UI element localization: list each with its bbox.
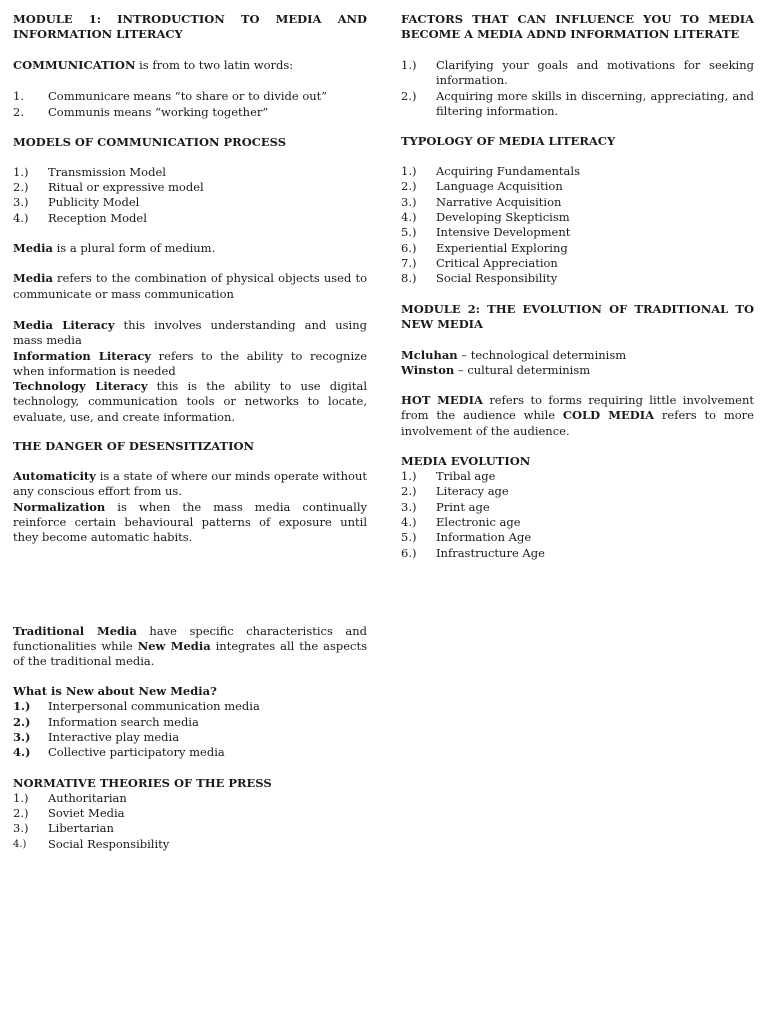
list-item (13, 165, 367, 180)
list-number: 7.) (401, 255, 417, 270)
list-item (13, 180, 367, 195)
list-item (401, 530, 754, 545)
list-number: 4.) (13, 838, 27, 850)
list-item (401, 469, 754, 484)
list-item (401, 210, 754, 225)
mcluhan-term: Mcluhan (401, 347, 458, 362)
winston-text: – cultural determinism (454, 362, 591, 377)
list-text: Critical Appreciation (436, 255, 558, 270)
list-item (401, 164, 754, 179)
list-number: 2.) (13, 805, 29, 820)
list-item (401, 500, 754, 515)
list-text: Clarifying your goals and motivations for seeking information. (436, 58, 754, 88)
list-item (13, 791, 367, 806)
hot-cold-media-paragraph (401, 393, 754, 439)
left-column (13, 12, 367, 852)
new-media-text: integrates all the aspects of the traditional media. (13, 638, 367, 669)
list-item (13, 105, 367, 120)
list-text: Collective participatory media (48, 745, 225, 760)
media-refers-definition (13, 271, 367, 302)
list-item (401, 58, 754, 89)
typology-list (401, 164, 754, 286)
list-number: 1.) (13, 164, 29, 179)
information-literacy-text: refers to the ability to recognize when information is needed (13, 348, 367, 378)
list-number: 2.) (13, 180, 29, 195)
list-number: 3.) (401, 499, 417, 514)
list-number: 3.) (13, 821, 29, 836)
technology-literacy-term: Technology Literacy (13, 379, 148, 394)
list-text: Print age (436, 499, 490, 514)
technology-literacy-text: this is the ability to use digital technology, communication tools or networks to locate, evaluate, use, and create information. (13, 379, 367, 424)
list-number: 1.) (401, 58, 417, 72)
list-number: 8.) (401, 271, 417, 286)
module2-title: MODULE 2: THE EVOLUTION OF TRADITIONAL TO NEW MEDIA (401, 301, 754, 331)
automaticity-term: Automaticity (13, 469, 96, 484)
list-item (401, 179, 754, 194)
traditional-media-term: Traditional Media (13, 623, 137, 638)
list-text: Intensive Development (436, 225, 571, 240)
information-literacy-term: Information Literacy (13, 348, 152, 363)
media-term: Media (13, 241, 53, 256)
list-item (13, 730, 367, 745)
list-text: Reception Model (48, 210, 147, 225)
list-number: 2. (13, 104, 24, 119)
list-item (13, 89, 367, 104)
list-number: 4.) (13, 210, 29, 225)
evolution-heading: MEDIA EVOLUTION (401, 454, 531, 469)
list-item (13, 745, 367, 760)
list-item (401, 484, 754, 499)
list-number: 2.) (401, 179, 417, 194)
list-number: 4.) (401, 210, 417, 225)
list-text: Transmission Model (48, 164, 166, 179)
normative-list (13, 791, 367, 852)
list-number: 3.) (13, 730, 31, 745)
list-text: Narrative Acquisition (436, 194, 562, 209)
list-item (401, 195, 754, 210)
list-number: 1. (13, 89, 24, 104)
list-number: 4.) (401, 514, 417, 529)
list-text: Social Responsibility (48, 836, 170, 851)
list-text: Information Age (436, 530, 532, 545)
list-text: Acquiring more skills in discerning, appreciating, and filtering information. (436, 88, 754, 118)
media-refers-text: refers to the combination of physical objects used to communicate or mass communication (13, 271, 367, 301)
list-item (13, 715, 367, 730)
typology-heading: TYPOLOGY OF MEDIA LITERACY (401, 134, 616, 149)
normative-heading: NORMATIVE THEORIES OF THE PRESS (13, 775, 272, 790)
models-list (13, 165, 367, 226)
communication-term: COMMUNICATION (13, 58, 136, 72)
list-text: Communicare means “to share or to divide out” (48, 89, 328, 104)
list-number: 1.) (401, 469, 417, 484)
list-number: 1.) (13, 790, 29, 805)
mcluhan-text: – technological determinism (457, 347, 627, 362)
list-text: Publicity Model (48, 195, 140, 210)
factors-heading: FACTORS THAT CAN INFLUENCE YOU TO MEDIA BECOME A MEDIA ADND INFORMATION LITERATE (401, 12, 754, 41)
media-literacy-text: this involves understanding and using mass media (13, 317, 367, 348)
cold-media-text: refers to more involvement of the audience. (401, 408, 754, 438)
list-number: 2.) (13, 714, 31, 729)
list-item (401, 225, 754, 240)
new-media-list (13, 699, 367, 760)
list-item (13, 806, 367, 821)
list-item (401, 241, 754, 256)
traditional-media-text: have specific characteristics and functionalities while (13, 623, 367, 653)
list-text: Interpersonal communication media (48, 699, 260, 714)
list-text: Soviet Media (48, 805, 125, 820)
mcluhan-line (401, 348, 754, 363)
right-column (401, 12, 754, 561)
list-text: Literacy age (436, 484, 509, 499)
list-number: 5.) (401, 530, 417, 545)
list-item (401, 256, 754, 271)
list-text: Electronic age (436, 514, 521, 529)
media-plural-definition (13, 241, 367, 256)
list-number: 1.) (13, 699, 31, 714)
list-text: Tribal age (436, 469, 496, 484)
list-number: 2.) (401, 88, 417, 103)
list-text: Developing Skepticism (436, 210, 570, 225)
automaticity-text: is a state of where our minds operate without any conscious effort from us. (13, 469, 367, 499)
media-literacy-term: Media Literacy (13, 317, 115, 332)
evolution-list (401, 469, 754, 561)
cold-media-term: COLD MEDIA (562, 408, 655, 423)
media-term: Media (13, 271, 53, 286)
list-text: Authoritarian (48, 790, 127, 805)
list-item (13, 699, 367, 714)
communication-text: is from to two latin words: (135, 58, 294, 72)
list-number: 3.) (401, 194, 417, 209)
normalization-text: is when the mass media continually reinforce certain behavioural patterns of exposure until they become automatic habits. (13, 499, 367, 545)
list-text: Information search media (48, 714, 199, 729)
list-number: 6.) (401, 545, 417, 560)
list-text: Communis means “working together” (48, 104, 269, 119)
list-item (13, 837, 367, 852)
new-media-heading: What is New about New Media? (13, 684, 217, 699)
list-item (401, 546, 754, 561)
winston-term: Winston (401, 362, 455, 377)
hot-media-text: refers to forms requiring little involvement from the audience while (401, 393, 754, 423)
hot-media-term: HOT MEDIA (401, 393, 483, 408)
latin-words-list (13, 89, 367, 120)
list-number: 2.) (401, 484, 417, 499)
list-number: 6.) (401, 240, 417, 255)
technology-literacy-definition (13, 379, 367, 425)
list-text: Acquiring Fundamentals (436, 164, 580, 179)
list-number: 1.) (401, 164, 417, 179)
list-number: 4.) (13, 745, 31, 760)
list-item (13, 821, 367, 836)
list-text: Interactive play media (48, 730, 180, 745)
communication-definition (13, 58, 367, 73)
list-text: Ritual or expressive model (48, 180, 204, 195)
new-media-term: New Media (137, 638, 211, 653)
list-item (13, 211, 367, 226)
list-text: Infrastructure Age (436, 545, 545, 560)
list-number: 3.) (13, 195, 29, 210)
list-item (13, 195, 367, 210)
media-plural-text: is a plural form of medium. (52, 241, 216, 256)
list-text: Language Acquisition (436, 179, 563, 194)
media-literacy-definition (13, 318, 367, 349)
list-item (401, 515, 754, 530)
traditional-new-media-paragraph (13, 624, 367, 670)
list-text: Experiential Exploring (436, 240, 568, 255)
list-text: Social Responsibility (436, 271, 558, 286)
information-literacy-definition (13, 349, 367, 380)
winston-line (401, 363, 754, 378)
danger-heading: THE DANGER OF DESENSITIZATION (13, 439, 255, 454)
list-item (401, 271, 754, 286)
normalization-term: Normalization (13, 499, 106, 514)
list-number: 5.) (401, 225, 417, 240)
factors-list (401, 58, 754, 119)
automaticity-definition (13, 469, 367, 500)
list-item (401, 89, 754, 120)
list-text: Libertarian (48, 821, 114, 836)
models-heading: MODELS OF COMMUNICATION PROCESS (13, 134, 287, 149)
module1-title: MODULE 1: INTRODUCTION TO MEDIA AND INFORMATION LITERACY (13, 12, 367, 41)
normalization-definition (13, 500, 367, 546)
